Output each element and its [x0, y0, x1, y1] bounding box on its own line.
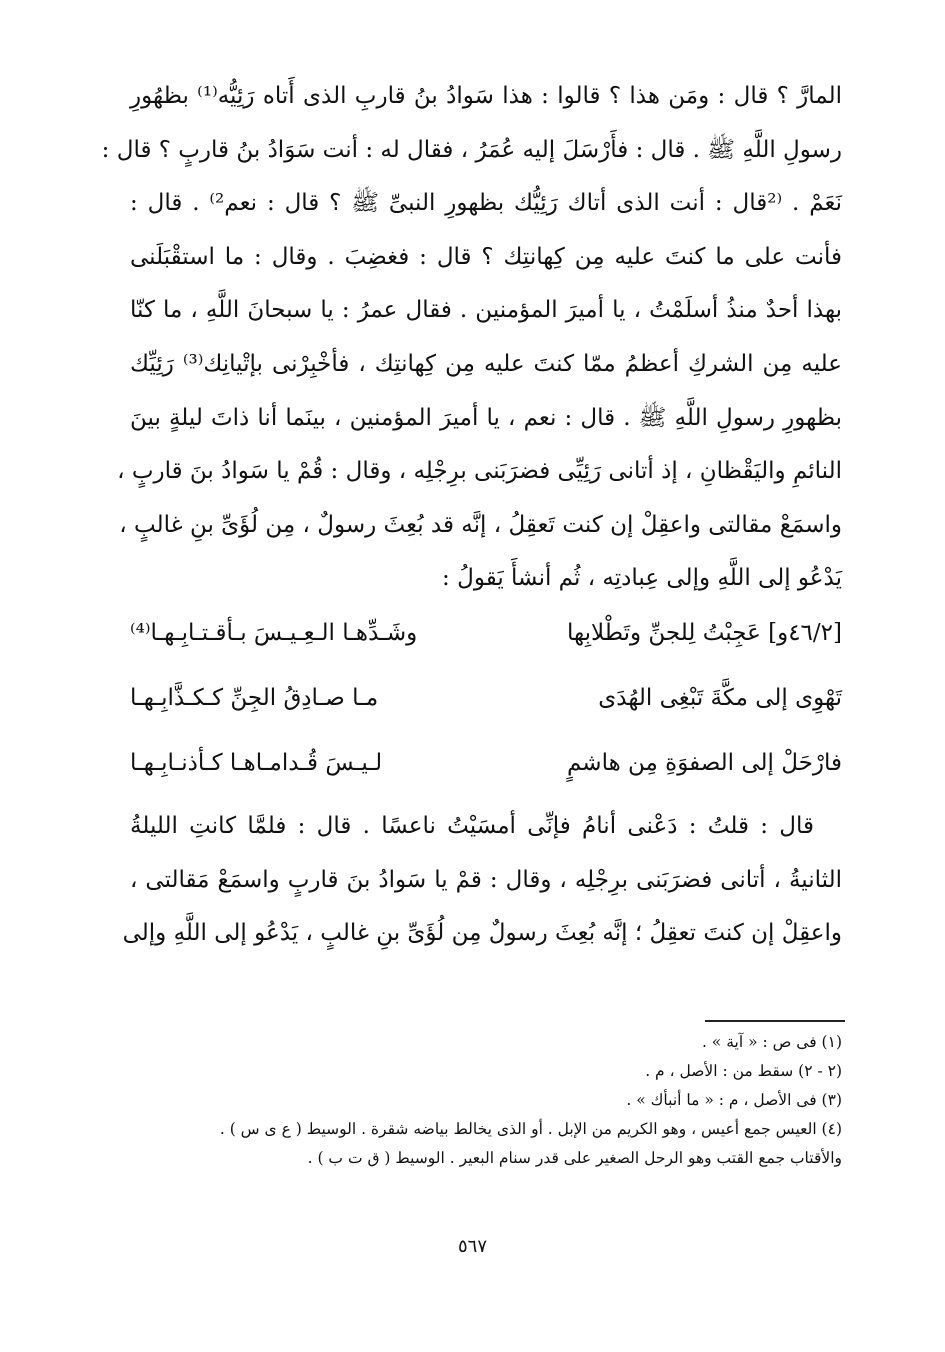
text-line: واسمَعْ مقالتى واعقِلْ إن كنت تَعقِلُ ، إنَّه قد بُعِثَ رسولٌ ، مِن لُؤَىِّ بنِ غالبٍ ، [119, 511, 842, 538]
text-line: النائمِ واليَقْظانِ ، إذ أتانى رَئِيِّى فضرَبَنى برِجْلِه ، وقال : قُمْ يا سَوادُ بنَ قاربٍ ، [117, 458, 842, 485]
text-line: بهذا أحدٌ منذُ أسلَمْتُ ، يا أميرَ المؤمنين . فقال عمرُ : يا سبحانَ اللَّهِ ، ما كنّا [130, 297, 842, 324]
text-line: بظهورِ رسولِ اللَّهِ ﷺ . قال : نعم ، يا أميرَ المؤمنين ، بينَما أنا ذاتَ ليلةٍ بينَ [130, 404, 842, 431]
verse-second-hemistich: وشَـدِّهـا الـعِـيـسَ بـأقـتـابِـهـا⁽⁴⁾ [130, 620, 418, 646]
main-text-block [101, 70, 842, 606]
footnote-divider [705, 1020, 845, 1022]
footnote: (٤) العيس جمع أعيس ، وهو الكريم من الإبل . أو الذى يخالط بياضه شقرة . الوسيط ( ع ى س ) . [219, 1120, 842, 1138]
footnote: والأقتاب جمع القتب وهو الرحل الصغير على قدر سنام البعير . الوسيط ( ق ت ب ) . [307, 1149, 842, 1167]
footnote: (٣) فى الأصل ، م : « ما أنبأك » . [626, 1091, 842, 1109]
continuation-text-block [122, 800, 842, 961]
poem-block [130, 612, 842, 807]
verse-first-hemistich: [٤٦/٢و] عَجِبْتُ لِلجنِّ وتَطْلابِها [567, 620, 842, 646]
text-line: يَدْعُو إلى اللَّهِ وإلى عِبادتِه ، ثُم أنشأَ يَقولُ : [442, 565, 842, 592]
poem-verse [130, 742, 842, 807]
verse-first-hemistich: تَهْوِى إلى مكَّةَ تَبْغِى الهُدَى [598, 685, 842, 711]
verse-first-hemistich: فارْحَلْ إلى الصفوَةِ مِن هاشمٍ [566, 750, 842, 776]
text-line: رسولِ اللَّهِ ﷺ . قال : فأَرْسَلَ إليه عُمَرُ ، فقال له : أنت سَوَادُ بنُ قاربٍ ؟ قال : [101, 136, 842, 163]
poem-verse [130, 677, 842, 742]
poem-verse [130, 612, 842, 677]
page-number: ٥٦٧ [457, 1236, 487, 1257]
text-line: نَعَمْ . ⁽²قال : أنت الذى أتاك رَئِيُّك بظهورِ النبىِّ ﷺ ؟ قال : نعم²⁾ . قال : [130, 190, 842, 217]
text-line: الثانيةُ ، أتانى فضرَبَنى برِجْلِه ، وقال : قمْ يا سَوادُ بنَ قاربٍ واسمَعْ مَقالتى ، [130, 866, 842, 893]
text-line: فأنت على ما كنتَ عليه مِن كِهانتِك ؟ قال : فغضِبَ . وقال : ما استقْبَلَنى [130, 243, 842, 270]
text-line: واعقِلْ إن كنتَ تعقِلُ ؛ إنَّه بُعِثَ رسولٌ مِن لُؤَىِّ بنِ غالبٍ ، يَدْعُو إلى اللَّهِ وإلى [122, 920, 842, 947]
footnote: (١) فى ص : « آية » . [701, 1033, 842, 1051]
text-line: المارَّ ؟ قال : ومَن هذا ؟ قالوا : هذا سَوادُ بنُ قاربِ الذى أَتاه رَئِيُّه⁽¹⁾ بظهُورِ [130, 83, 842, 109]
verse-second-hemistich: مـا صـادِقُ الجِنِّ كـكـذَّابِـهـا [130, 685, 379, 711]
text-line: قال : قلتُ : دَعْنى أنامُ فإنِّى أمسَيْتُ ناعسًا . قال : فلمَّا كانتِ الليلةُ [130, 813, 814, 839]
text-line: عليه مِن الشركِ أعظمُ ممّا كنتَ عليه مِن كِهانتِك ، فأخْبِرْنى بإتْيانِك⁽³⁾ رَئِيِّك [130, 350, 842, 377]
footnotes [120, 1028, 842, 1173]
footnote: (٢ - ٢) سقط من : الأصل ، م . [645, 1062, 842, 1080]
verse-second-hemistich: لـيـسَ قُـدامـاهـا كـأذنـابِـهـا [130, 750, 383, 776]
